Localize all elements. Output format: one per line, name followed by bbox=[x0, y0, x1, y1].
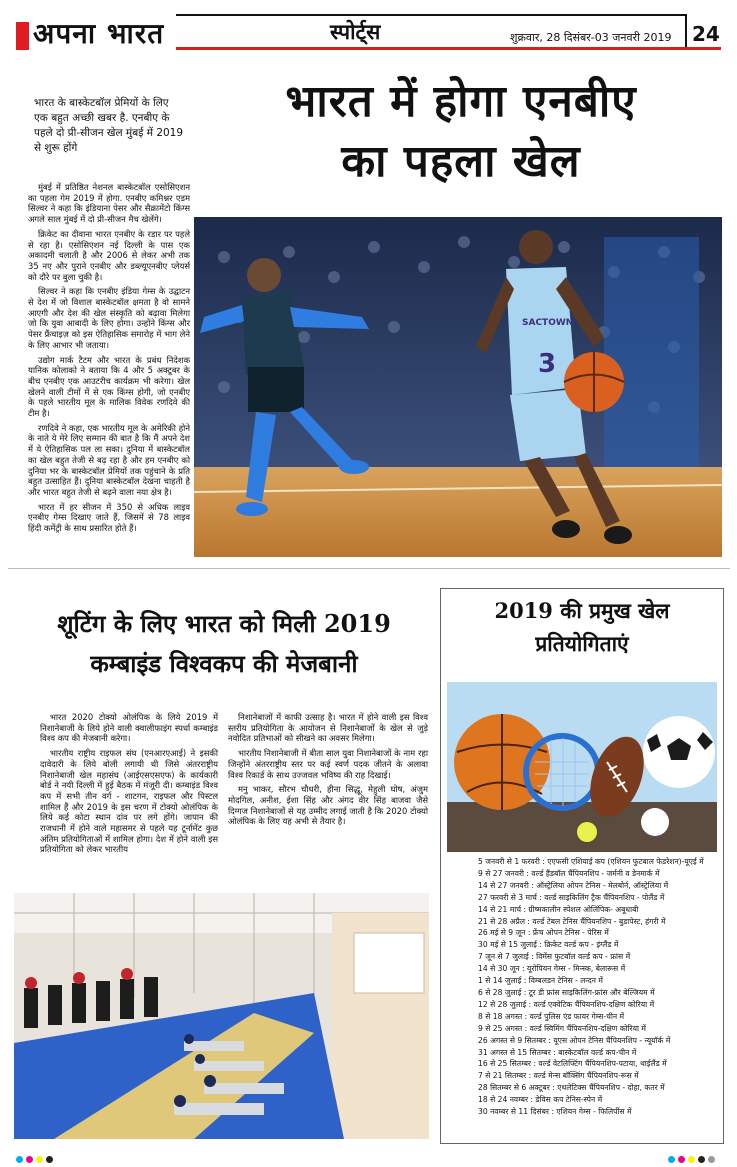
event-text: 7 से 21 सितम्बर : वर्ल्ड मेन्स बॉक्सिंग चैंपियनशिप-रूस में bbox=[478, 1071, 639, 1081]
event-item bbox=[478, 1047, 723, 1059]
event-item bbox=[478, 975, 723, 987]
shooting-headline-line2: कम्बाइंड विश्वकप की मेजबानी bbox=[90, 649, 358, 678]
event-text: 31 अगस्त से 15 सितम्बर : बास्केटबॉल वर्ल्ड कप-चीन में bbox=[478, 1047, 637, 1057]
jersey-text: SACTOWN bbox=[522, 318, 574, 328]
event-item bbox=[478, 951, 723, 963]
shooting-column-2 bbox=[228, 712, 428, 831]
event-item bbox=[478, 1058, 723, 1070]
event-item bbox=[478, 868, 723, 880]
event-text: 21 से 28 अप्रैल : वर्ल्ड टेबल टेनिस चैंपियनशिप - बुडापेस्ट, हंगरी में bbox=[478, 916, 666, 926]
header-rule-top bbox=[176, 14, 685, 16]
sports-balls-photo bbox=[447, 682, 717, 852]
event-text: 7 जून से 7 जुलाई : विमेंस फुटबॉल वर्ल्ड कप - फ्रांस में bbox=[478, 952, 631, 962]
shooting-headline-line1: शूटिंग के लिए भारत को मिली 2019 bbox=[57, 609, 391, 638]
sports-balls-illustration bbox=[447, 682, 717, 852]
event-item bbox=[478, 987, 723, 999]
event-text: 6 से 28 जुलाई : टूर डी फ्रांस साइकिलिंग-फ्रांस और बेल्जियम में bbox=[478, 987, 655, 997]
shooting-paragraph: मनु भाकर, सौरभ चौधरी, हीना सिद्धू, मेहुली घोष, अंजुम मोदगिल, अनीश, ईशा सिंह और अंगद वीर सिंह बाजवा जैसे दिग्गज निशानेबाजों से यह उम्मीद लगाई जाती है कि 2020 टोक्यो ओलंपिक के लिए यह अभी से तैयार है। bbox=[228, 784, 428, 827]
lead-headline-line1: भारत में होगा एनबीए bbox=[285, 76, 637, 127]
header-separator bbox=[685, 14, 687, 50]
shooting-range-photo bbox=[14, 893, 429, 1139]
event-text: 14 से 21 मार्च : ग्रीष्मकालीन स्पेशल ओलिंपिक- अबूधाबी bbox=[478, 904, 639, 914]
lead-paragraph: मुंबई में प्रतिष्ठित नेशनल बास्केटबॉल एसोसिएशन का पहला गेम 2019 में होगा. एनबीए कमिश्नर एडम सिल्वर ने कहा कि इंडियाना पेसर और सैक्रामेंटो किंग्स अगले साल मुंबई में दो प्री-सीजन मैच खेलेंगे। bbox=[28, 182, 190, 225]
basketball-illustration bbox=[194, 217, 722, 557]
shooting-range-illustration bbox=[14, 893, 429, 1139]
event-item bbox=[478, 999, 723, 1011]
event-text: 5 जनवरी से 1 फरवरी : एएफसी एशियाई कप (एशियन फुटबाल फेडरेशन)-यूएई में bbox=[478, 857, 704, 866]
section-divider bbox=[8, 568, 730, 569]
event-item bbox=[478, 916, 723, 928]
header-rule-bottom bbox=[176, 47, 721, 50]
lead-intro: भारत के बास्केटबॉल प्रेमियों के लिए एक बहुत अच्छी खबर है. एनबीए के पहले दो प्री-सीजन खेल मुंबई में 2019 से शुरू होंगे bbox=[34, 97, 184, 154]
shooting-paragraph: निशानेबाजों में काफी उत्साह है। भारत में होने वाली इस विश्व स्तरीय प्रतियोगिता के आयोजन से निशानेबाजों के खेल से जुड़े नवोदित प्रतिभाओं को सीखने का अवसर मिलेगा। bbox=[228, 712, 428, 744]
lead-paragraph: सिल्वर ने कहा कि एनबीए इंडिया गेम्स के उद्घाटन से देश में जो विशाल बास्केटबॉल क्षमता है वो सामने आएगी और देश की खेल संस्कृति को बढ़ावा मिलेगा जो कि युवा आबादी के लिए होगा। उन्होंने किंग्स और पेसर फ्रैंचाइज़ को इस ऐतिहासिक समारोह में भाग लेने के लिए आभार भी जताया। bbox=[28, 286, 190, 350]
event-item bbox=[478, 963, 723, 975]
events-list bbox=[478, 856, 723, 1118]
event-item bbox=[478, 1106, 723, 1118]
event-text: 14 से 30 जून : यूरोपियन गेम्स - मिन्स्क, बेलारूस में bbox=[478, 964, 626, 974]
event-text: 1 से 14 जुलाई : विम्बलडन टेनिस - लन्दन में bbox=[478, 976, 603, 986]
masthead-accent-bar bbox=[16, 22, 29, 50]
event-text: 26 मई से 9 जून : फ्रेंच ओपन टेनिस - पेरिस में bbox=[478, 928, 609, 938]
basketball-photo bbox=[194, 217, 722, 557]
events-title-line2: प्रतियोगिताएं bbox=[535, 631, 629, 656]
event-text: 8 से 18 अगस्त : वर्ल्ड पुलिस एंड फायर गेम्स-चीन में bbox=[478, 1011, 625, 1021]
lead-paragraph: क्रिकेट का दीवाना भारत एनबीए के रडार पर पहले से रहा है। एसोसिएशन नई दिल्ली के पास एक अकादमी चलाती है और 2006 से लेकर अभी तक 35 नए और पुराने एनबीए और डब्ल्यूएनबीए प्लेयर्स को दौरे पर बुला चुकी है। bbox=[28, 228, 190, 282]
event-item bbox=[478, 1070, 723, 1082]
event-text: 30 मई से 15 जुलाई : क्रिकेट वर्ल्ड कप - इंग्लैंड में bbox=[478, 940, 619, 950]
lead-body bbox=[28, 182, 190, 538]
event-text: 27 फरवरी से 3 मार्च : वर्ल्ड साइकिलिंग ट्रैक चैंपियनशिप - पोलैंड में bbox=[478, 892, 665, 902]
issue-date: शुक्रवार, 28 दिसंबर-03 जनवरी 2019 bbox=[510, 31, 672, 44]
event-text: 9 से 27 जनवरी : वर्ल्ड हैंडबॉल चैंपियनशिप - जर्मनी व डेनमार्क में bbox=[478, 868, 660, 878]
lead-paragraph: उद्योग मार्क टैटम और भारत के प्रबंध निदेशक यानिक कोलाको ने बताया कि 4 और 5 अक्टूबर के बीच एनबीए एक आउटरीच कार्यक्रम भी करेगा। खेल खेलने वाली टीमों में से एक किंग्स होगी, जो एनबीए के पहले भारतीय मूल के मालिक विवेक रणदिवे की टीम है। bbox=[28, 354, 190, 419]
shooting-column-1 bbox=[40, 712, 218, 859]
event-item bbox=[478, 927, 723, 939]
event-text: 30 नवम्बर से 11 दिसंबर : एशियन गेम्स - फिलिपींस में bbox=[478, 1107, 632, 1117]
event-text: 12 से 28 जुलाई : वर्ल्ड एक्वेटिक चैंपियनशिप-दक्षिण कोरिया में bbox=[478, 999, 655, 1009]
lead-paragraph: रणदिवे ने कहा, एक भारतीय मूल के अमेरिकी होने के नाते ये मेरे लिए सम्मान की बात है कि मैं अपने देश में ये ऐतिहासिक पल ला सका। दुनिया में बास्केटबॉल का खेल बहुत तेजी से बढ़ रहा है और हम एनबीए को दुनिया भर के बास्केटबॉल प्रेमियों तक पहुंचाने के प्रति बहुत उत्साहित हैं। दुनिया बास्केटबॉल देखना चाहती है और भारत बहुत तेजी से बढ़ने वाला नया क्षेत्र है। bbox=[28, 422, 190, 497]
event-text: 9 से 25 अगस्त : वर्ल्ड स्विमिंग चैंपियनशिप-दक्षिण कोरिया में bbox=[478, 1023, 646, 1033]
brand-logo: अपना भारत bbox=[33, 17, 165, 50]
page-number: 24 bbox=[692, 22, 720, 46]
event-item bbox=[478, 939, 723, 951]
shooting-paragraph: भारतीय राष्ट्रीय राइफल संघ (एनआरएआई) ने इसकी दावेदारी के लिये बोली लगायी थी जिसे अंतरराष्ट्रीय निशानेबाजी खेल महासंघ (आईएसएसएफ) के कार्यकारी बोर्ड ने नयी दिल्ली में हुई बैठक में मंजूरी दी। कम्बाइंड विश्व कप में सभी तीन वर्ग - शाटगन, राइफल और पिस्टल शामिल हैं और 2019 के इस चरण में टोक्यो ओलंपिक के लिये कई कोटा स्थान दांव पर लगे होंगे। जापान की राजधानी में होने वाले महासमर से पहले यह टूर्नामेंट कुछ अंतिम प्रतियोगिताओं में शामिल होगा। देश में होने वाली इस प्रतियोगिता को लेकर भारतीय bbox=[40, 748, 218, 855]
event-item bbox=[478, 1094, 723, 1106]
shooting-paragraph: भारत 2020 टोक्यो ओलंपिक के लिये 2019 में निशानेबाजी के लिये होने वाली क्वालीफाइंग स्पर्धा कम्बाइंड विश्व कप की मेजबानी करेगा। bbox=[40, 712, 218, 744]
lead-headline bbox=[196, 72, 726, 192]
registration-dots-left bbox=[16, 1148, 56, 1156]
event-text: 16 से 25 सितम्बर : वर्ल्ड वेटलिफ्टिंग चैंपियनशिप-पटाया, थाईलैंड में bbox=[478, 1059, 667, 1069]
events-title-line1: 2019 की प्रमुख खेल bbox=[494, 598, 670, 623]
shooting-headline bbox=[18, 604, 430, 684]
event-item bbox=[478, 904, 723, 916]
jersey-number: 3 bbox=[538, 349, 557, 379]
event-item bbox=[478, 1082, 723, 1094]
event-text: 14 से 27 जनवरी : ऑस्ट्रेलिया ओपन टेनिस - मेलबोर्न, ऑस्ट्रेलिया में bbox=[478, 880, 669, 890]
event-item bbox=[478, 856, 723, 868]
lead-paragraph: भारत में हर सीजन में 350 से अधिक लाइव एनबीए गेम्स दिखाए जाते हैं, जिसमें से 78 लाइव हिंदी कमेंट्री के साथ प्रसारित होते हैं। bbox=[28, 501, 190, 534]
section-title: स्पोर्ट्स bbox=[330, 19, 381, 44]
event-text: 26 अगस्त से 9 सितम्बर : यूएस ओपन टेनिस चैंपियनशिप - न्यूयॉर्क में bbox=[478, 1035, 671, 1045]
event-item bbox=[478, 892, 723, 904]
event-item bbox=[478, 1023, 723, 1035]
registration-dots-right bbox=[668, 1148, 718, 1156]
event-item bbox=[478, 1011, 723, 1023]
shooting-paragraph: भारतीय निशानेबाजी में बीता साल युवा निशानेबाजों के नाम रहा जिन्होंने अंतरराष्ट्रीय स्तर पर कई स्वर्ण पदक जीतने के अलावा विश्व रिकार्ड के साथ उज्जवल भविष्य की राह दिखाई। bbox=[228, 748, 428, 780]
event-item bbox=[478, 880, 723, 892]
event-item bbox=[478, 1035, 723, 1047]
event-text: 28 सितम्बर से 6 अक्टूबर : एथलेटिक्स चैंपियनशिप - दोहा, कतर में bbox=[478, 1083, 665, 1093]
event-text: 18 से 24 नवम्बर : डेविस कप टेनिस-स्पेन में bbox=[478, 1095, 603, 1105]
events-box-title bbox=[440, 594, 724, 660]
lead-headline-line2: का पहला खेल bbox=[341, 136, 581, 187]
